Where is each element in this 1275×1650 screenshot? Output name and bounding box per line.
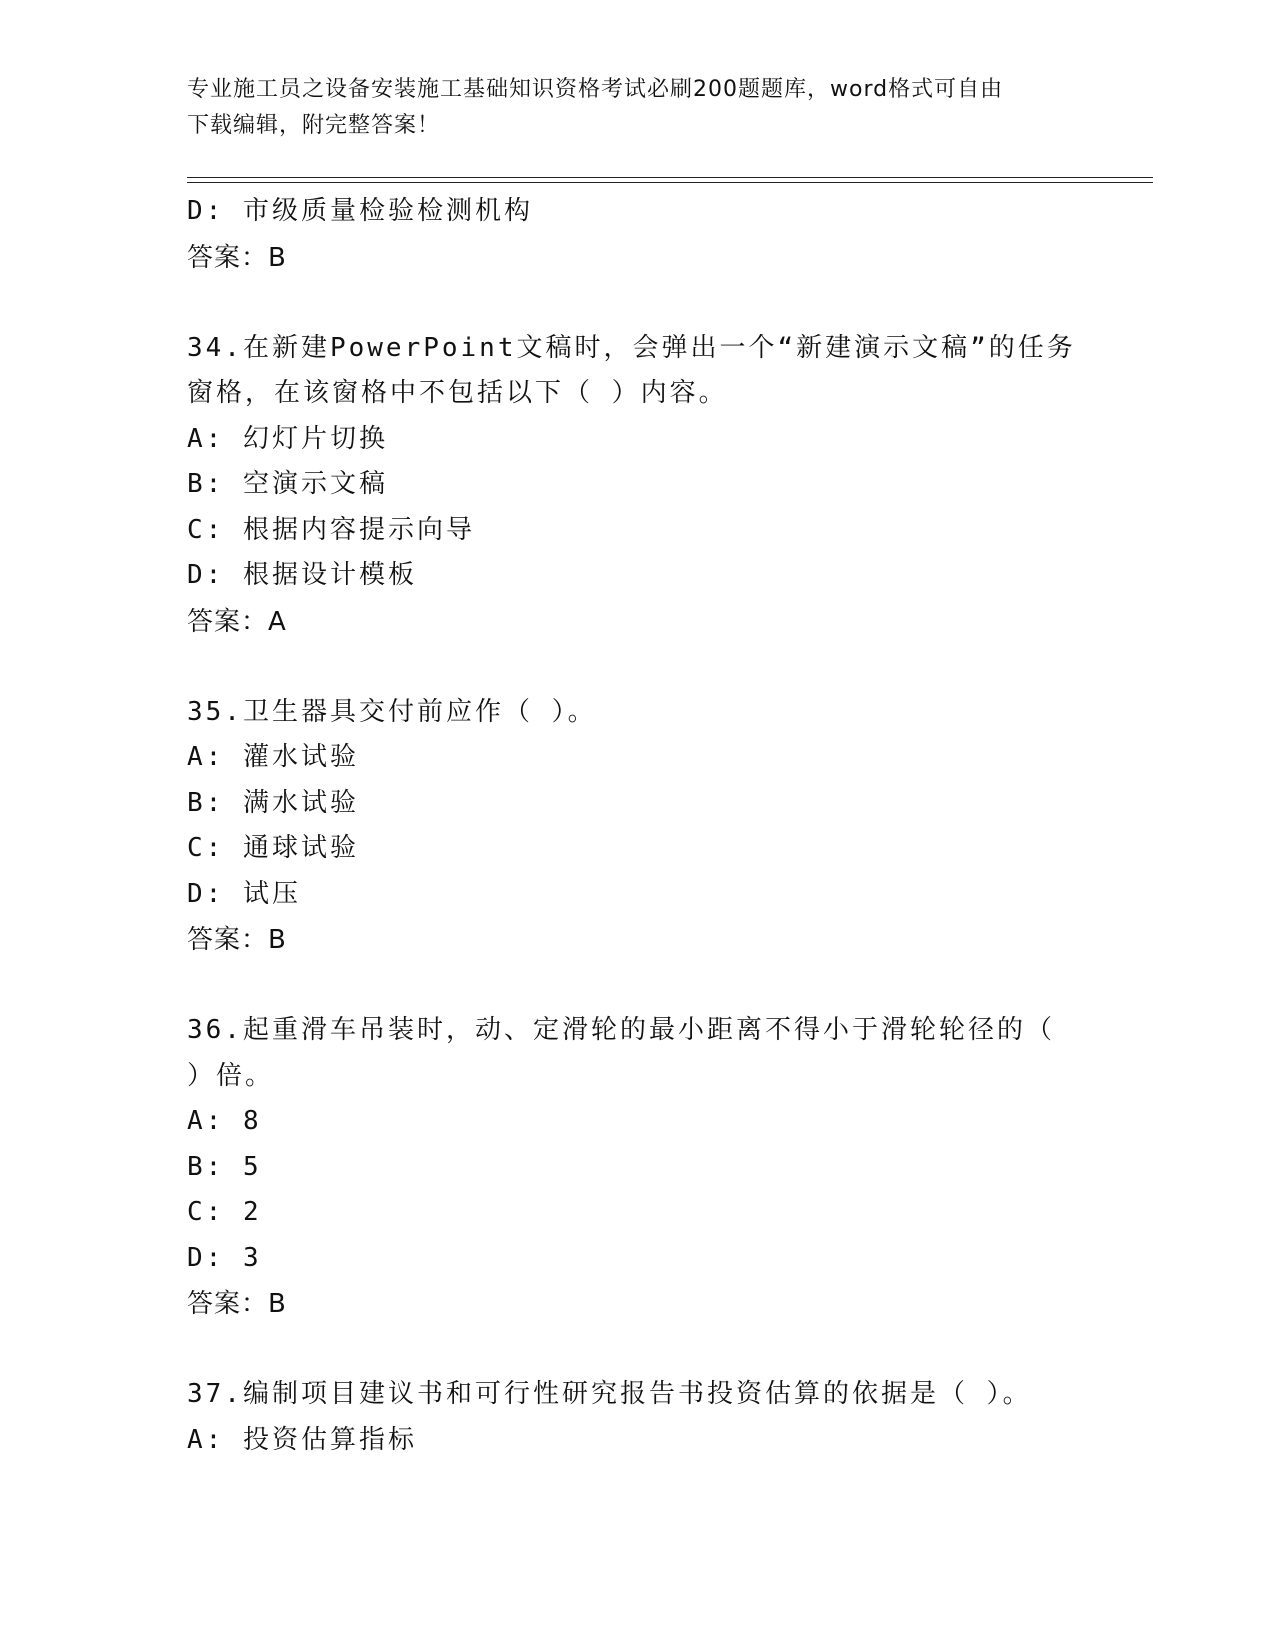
question-title: 36.起重滑车吊装时，动、定滑轮的最小距离不得小于滑轮轮径的（ bbox=[187, 1015, 1055, 1045]
question-34 bbox=[187, 326, 1087, 645]
answer: 答案：A bbox=[187, 606, 287, 637]
option-d: D: 根据设计模板 bbox=[187, 560, 417, 590]
answer: 答案：B bbox=[187, 925, 287, 955]
question-title-cont: ）倍。 bbox=[187, 1060, 275, 1091]
option-c: C: 2 bbox=[187, 1197, 262, 1227]
header-rule-top bbox=[187, 177, 1153, 178]
answer: 答案：B bbox=[187, 242, 287, 273]
option-d: D: 市级质量检验检测机构 bbox=[187, 196, 533, 226]
option-b: B: 满水试验 bbox=[187, 787, 359, 818]
header-line-1: 专业施工员之设备安装施工基础知识资格考试必刷200题题库，word格式可自由 bbox=[187, 77, 1004, 102]
option-d: D: 试压 bbox=[187, 878, 301, 909]
option-a: A: 8 bbox=[187, 1106, 262, 1136]
question-title-cont: 窗格，在该窗格中不包括以下（ ）内容。 bbox=[187, 378, 728, 408]
header-line-2: 下载编辑，附完整答案！ bbox=[187, 113, 441, 138]
option-d: D: 3 bbox=[187, 1242, 262, 1273]
page-header bbox=[187, 72, 1067, 144]
question-list bbox=[187, 189, 1087, 1463]
answer: 答案：B bbox=[187, 1289, 287, 1319]
option-a: A: 投资估算指标 bbox=[187, 1424, 417, 1455]
option-a: A: 灌水试验 bbox=[187, 742, 359, 772]
question-title: 37.编制项目建议书和可行性研究报告书投资估算的依据是（ ）。 bbox=[187, 1379, 1032, 1409]
question-36 bbox=[187, 1008, 1087, 1327]
option-c: C: 通球试验 bbox=[187, 833, 359, 863]
question-title: 34.在新建PowerPoint文稿时，会弹出一个“新建演示文稿”的任务 bbox=[187, 332, 1076, 363]
option-a: A: 幻灯片切换 bbox=[187, 423, 388, 454]
question-title: 35.卫生器具交付前应作（ ）。 bbox=[187, 696, 597, 727]
option-b: B: 空演示文稿 bbox=[187, 469, 388, 499]
question-37 bbox=[187, 1372, 1087, 1463]
header-rule-bottom bbox=[187, 182, 1153, 183]
option-c: C: 根据内容提示向导 bbox=[187, 514, 475, 545]
question-35 bbox=[187, 690, 1087, 964]
option-b: B: 5 bbox=[187, 1151, 262, 1182]
